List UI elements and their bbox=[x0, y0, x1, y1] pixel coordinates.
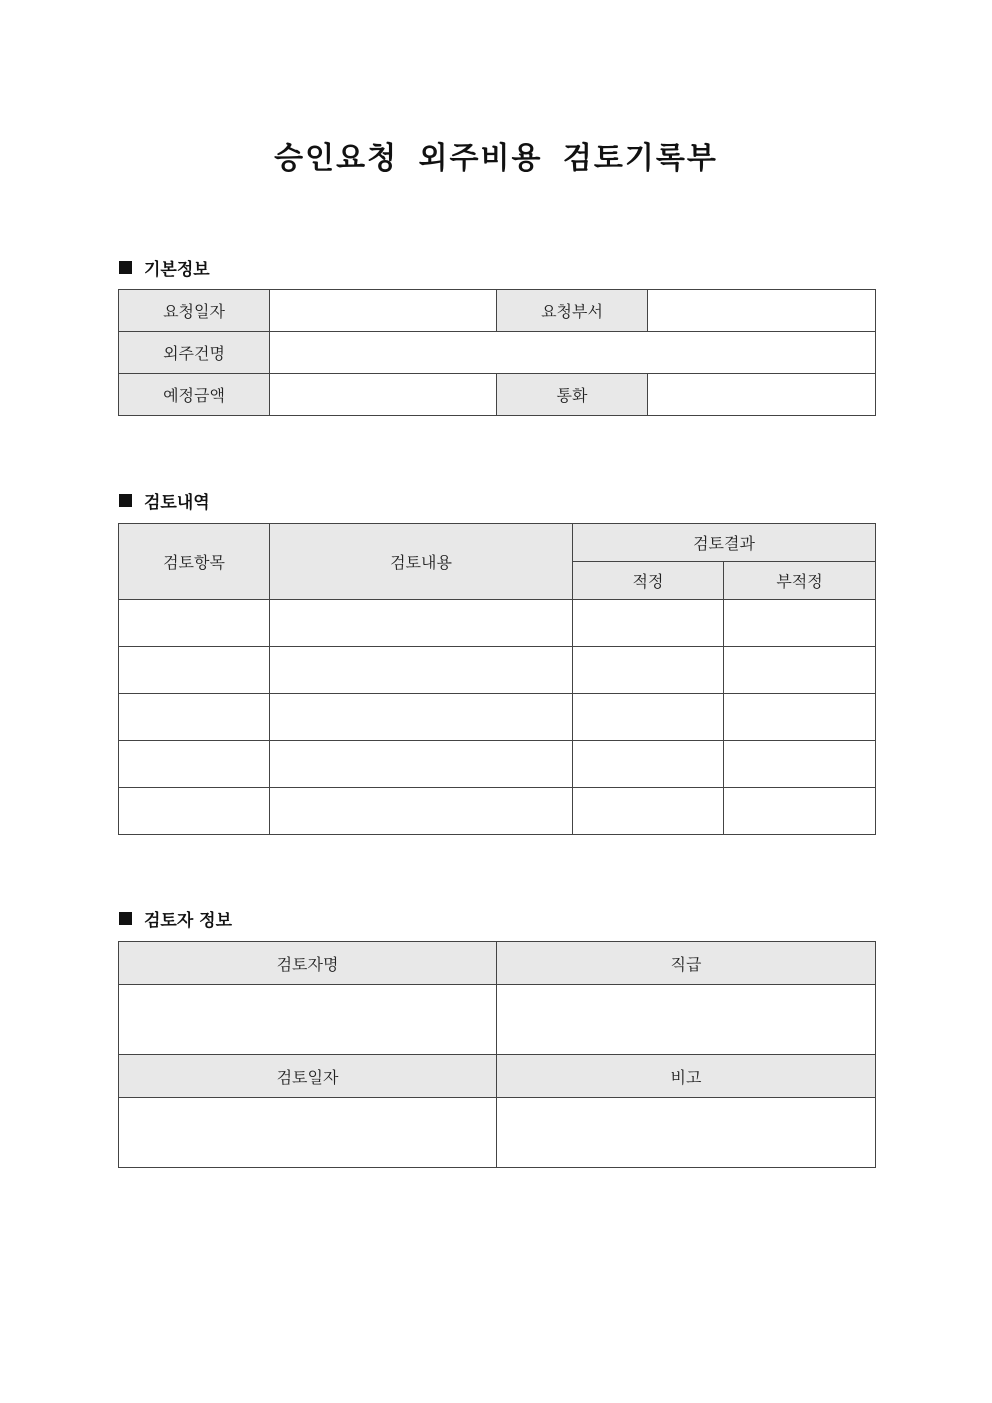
square-bullet-icon bbox=[119, 912, 132, 925]
result-fail-cell[interactable] bbox=[724, 788, 876, 835]
note-header: 비고 bbox=[497, 1055, 876, 1098]
table-row bbox=[119, 741, 876, 788]
project-name-label: 외주건명 bbox=[119, 332, 270, 374]
review-content-header: 검토내용 bbox=[270, 524, 573, 600]
result-pass-cell[interactable] bbox=[573, 741, 724, 788]
review-result-header: 검토결과 bbox=[573, 524, 876, 562]
result-pass-cell[interactable] bbox=[573, 694, 724, 741]
request-dept-field[interactable] bbox=[648, 290, 876, 332]
reviewer-rank-field[interactable] bbox=[497, 985, 876, 1055]
review-table bbox=[118, 523, 876, 835]
review-content-cell[interactable] bbox=[270, 647, 573, 694]
currency-label: 통화 bbox=[497, 374, 648, 416]
result-fail-header: 부적정 bbox=[724, 562, 876, 600]
review-item-cell[interactable] bbox=[119, 741, 270, 788]
result-fail-cell[interactable] bbox=[724, 647, 876, 694]
review-date-field[interactable] bbox=[119, 1098, 497, 1168]
square-bullet-icon bbox=[119, 494, 132, 507]
project-name-field[interactable] bbox=[270, 332, 876, 374]
review-content-cell[interactable] bbox=[270, 694, 573, 741]
table-row bbox=[119, 694, 876, 741]
section-basic-info-heading bbox=[119, 255, 210, 280]
reviewer-name-field[interactable] bbox=[119, 985, 497, 1055]
result-fail-cell[interactable] bbox=[724, 694, 876, 741]
result-fail-cell[interactable] bbox=[724, 600, 876, 647]
result-pass-cell[interactable] bbox=[573, 647, 724, 694]
review-item-cell[interactable] bbox=[119, 694, 270, 741]
table-row bbox=[119, 600, 876, 647]
reviewer-name-header: 검토자명 bbox=[119, 942, 497, 985]
estimated-amount-label: 예정금액 bbox=[119, 374, 270, 416]
page-title: 승인요청 외주비용 검토기록부 bbox=[274, 141, 718, 176]
review-content-cell[interactable] bbox=[270, 600, 573, 647]
square-bullet-icon bbox=[119, 261, 132, 274]
request-dept-label: 요청부서 bbox=[497, 290, 648, 332]
result-pass-header: 적정 bbox=[573, 562, 724, 600]
review-content-cell[interactable] bbox=[270, 788, 573, 835]
currency-field[interactable] bbox=[648, 374, 876, 416]
result-fail-cell[interactable] bbox=[724, 741, 876, 788]
review-item-cell[interactable] bbox=[119, 788, 270, 835]
section-reviewer-heading bbox=[119, 906, 232, 931]
table-row bbox=[119, 647, 876, 694]
result-pass-cell[interactable] bbox=[573, 788, 724, 835]
section-review-label: 검토내역 bbox=[144, 493, 210, 513]
section-review-heading bbox=[119, 488, 210, 513]
section-reviewer-label: 검토자 정보 bbox=[144, 911, 233, 931]
note-field[interactable] bbox=[497, 1098, 876, 1168]
review-item-cell[interactable] bbox=[119, 600, 270, 647]
review-item-cell[interactable] bbox=[119, 647, 270, 694]
review-date-header: 검토일자 bbox=[119, 1055, 497, 1098]
request-date-field[interactable] bbox=[270, 290, 497, 332]
reviewer-table bbox=[118, 941, 876, 1168]
estimated-amount-field[interactable] bbox=[270, 374, 497, 416]
basic-info-table bbox=[118, 289, 876, 416]
request-date-label: 요청일자 bbox=[119, 290, 270, 332]
result-pass-cell[interactable] bbox=[573, 600, 724, 647]
review-content-cell[interactable] bbox=[270, 741, 573, 788]
section-basic-info-label: 기본정보 bbox=[144, 260, 210, 280]
table-row bbox=[119, 788, 876, 835]
reviewer-rank-header: 직급 bbox=[497, 942, 876, 985]
review-item-header: 검토항목 bbox=[119, 524, 270, 600]
